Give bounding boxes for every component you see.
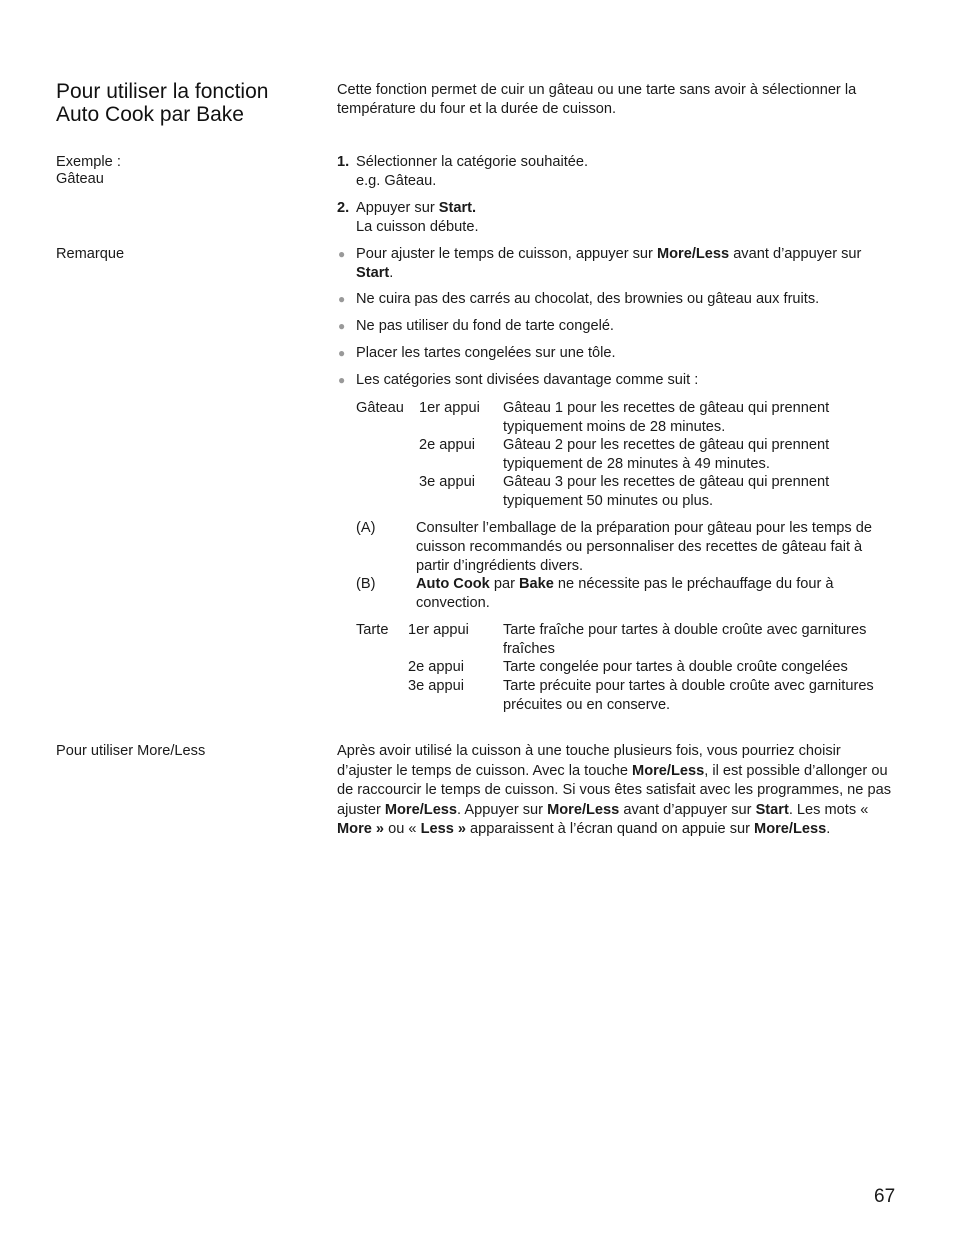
step-number: 1. — [337, 154, 350, 170]
press-description: Gâteau 1 pour les recettes de gâteau qui prennent typiquement moins de 28 minutes. — [503, 400, 830, 435]
bullet-dot-icon: ● — [338, 346, 346, 360]
press-description: Gâteau 3 pour les recettes de gâteau qui prennent typiquement 50 minutes ou plus. — [503, 474, 830, 509]
press-label: 3e appui — [419, 474, 475, 490]
example-label-block — [56, 153, 121, 189]
note-b-text: Auto Cook par Bake ne nécessite pas le préchauffage du four à convection. — [416, 576, 834, 611]
tarte-table — [356, 621, 896, 721]
press-description: Tarte congelée pour tartes à double croûte congelées — [503, 659, 848, 675]
category-name: Gâteau — [356, 400, 404, 416]
press-description: Gâteau 2 pour les recettes de gâteau qui prennent typiquement de 28 minutes à 49 minutes. — [503, 437, 830, 472]
example-value: Gâteau — [56, 171, 104, 187]
bullet-dot-icon: ● — [338, 292, 346, 306]
remark-label: Remarque — [56, 246, 125, 262]
note-a-label: (A) — [356, 520, 376, 536]
moreless-label: Pour utiliser More/Less — [56, 743, 206, 759]
title-line-1: Pour utiliser la fonction — [56, 80, 269, 103]
bullet-dot-icon: ● — [338, 373, 346, 387]
moreless-paragraph: Après avoir utilisé la cuisson à une touche plusieurs fois, vous pourriez choisir d’ajuster le temps de cuisson. Avec la touche More/Less, il est possible d’allonger ou de raccourcir le temps de cuisson. Si vous êtes satisfait avec les programmes, ne pas ajuster More/Less. Appuyer sur More/Less avant d’appuyer sur Start. Les mots « More » ou « Less » apparaissent à l’écran quand on appuie sur More/Less. — [337, 743, 891, 837]
note-a-text: Consulter l’emballage de la préparation pour gâteau pour les temps de cuisson recommandés ou personnaliser des recettes de gâteau fait à partir d’ingrédients divers. — [416, 520, 872, 574]
press-label: 3e appui — [408, 678, 464, 694]
intro-paragraph: Cette fonction permet de cuir un gâteau ou une tarte sans avoir à sélectionner la température du four et la durée de cuisson. — [337, 82, 857, 117]
example-label: Exemple : — [56, 154, 121, 170]
gateau-table — [356, 399, 896, 514]
step-text: Appuyer sur — [356, 200, 439, 216]
step-text: Sélectionner la catégorie souhaitée. — [356, 154, 589, 170]
category-name: Tarte — [356, 622, 389, 638]
step-number: 2. — [337, 200, 350, 216]
press-description: Tarte précuite pour tartes à double croûte avec garnitures précuites ou en conserve. — [503, 678, 874, 713]
title-line-2: Auto Cook par Bake — [56, 103, 244, 126]
notes-block — [356, 519, 896, 614]
press-label: 2e appui — [408, 659, 464, 675]
press-label: 2e appui — [419, 437, 475, 453]
note-b-label: (B) — [356, 576, 376, 592]
step-subtext: e.g. Gâteau. — [356, 173, 437, 189]
press-label: 1er appui — [408, 622, 469, 638]
section-title — [56, 80, 268, 126]
page-number: 67 — [874, 1186, 896, 1207]
bullet-dot-icon: ● — [338, 247, 346, 261]
start-key: Start. — [438, 200, 477, 216]
bullet-dot-icon: ● — [338, 319, 346, 333]
press-description: Tarte fraîche pour tartes à double croûte avec garnitures fraîches — [503, 622, 867, 657]
step-subtext: La cuisson débute. — [356, 219, 479, 235]
press-label: 1er appui — [419, 400, 480, 416]
